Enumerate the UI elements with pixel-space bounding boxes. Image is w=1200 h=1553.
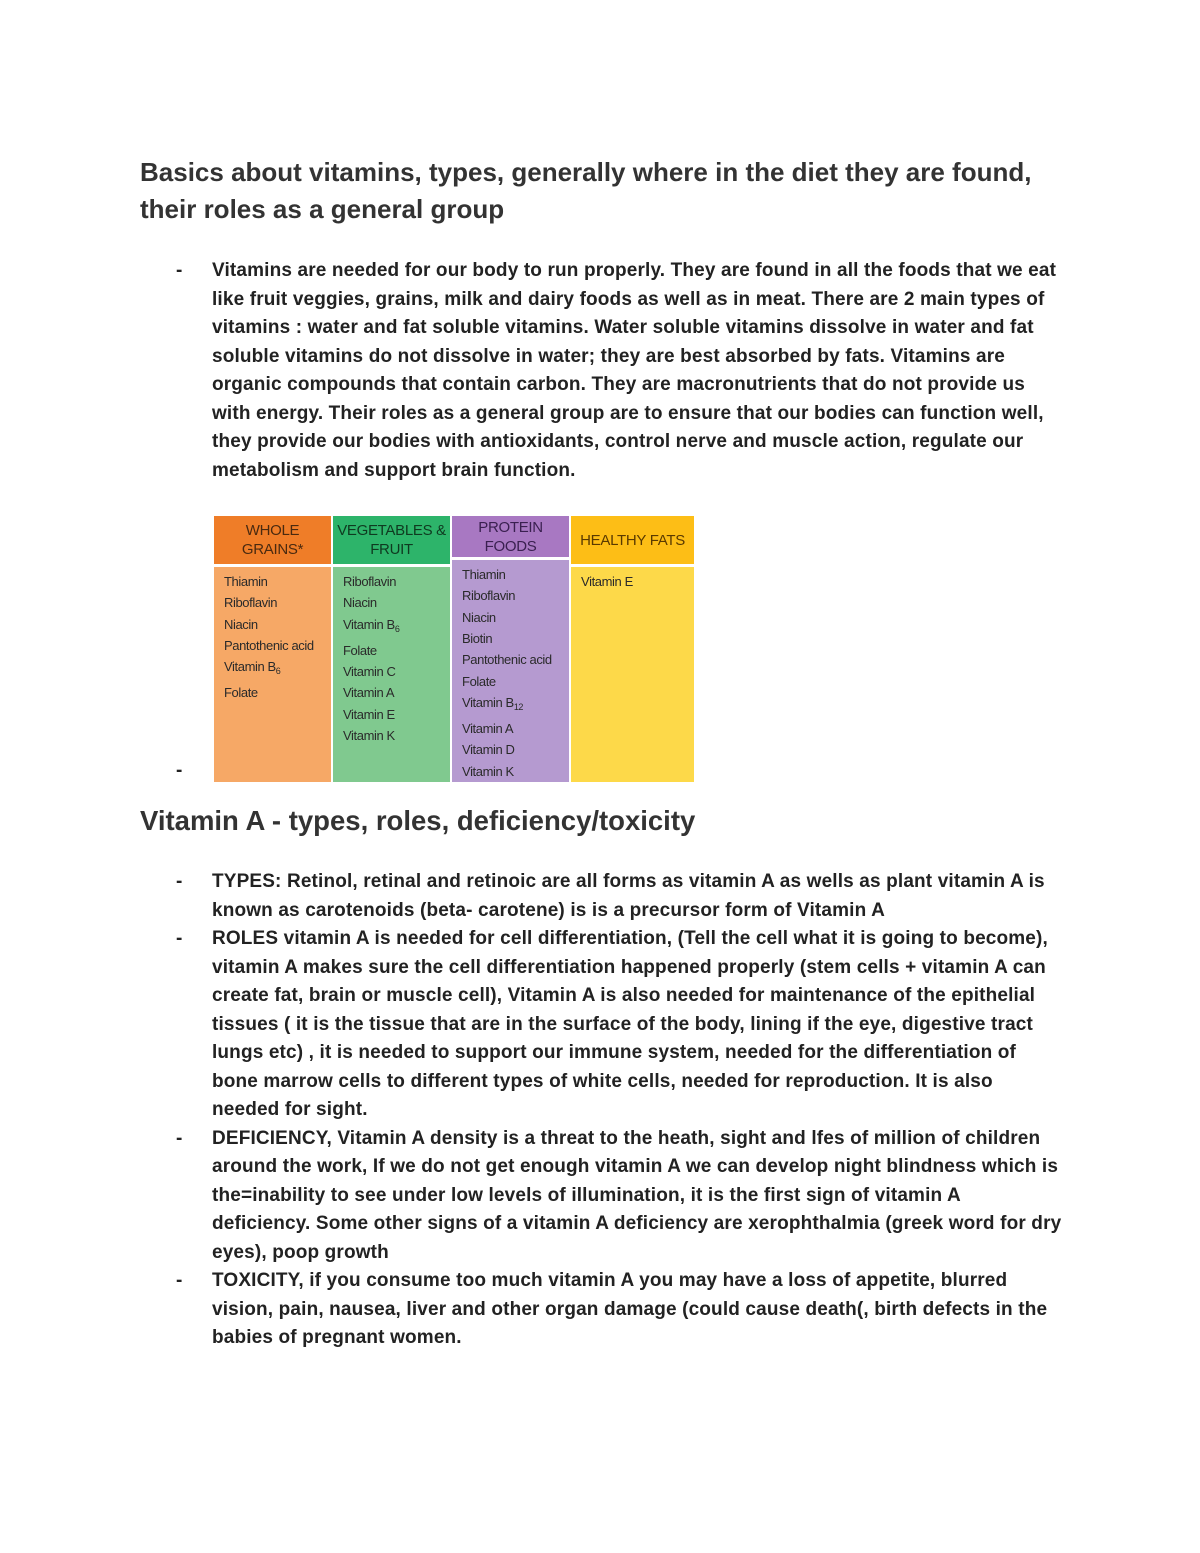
table-cell: Vitamin C xyxy=(343,664,396,680)
table-column xyxy=(452,516,569,782)
section-heading-vitamin-a: Vitamin A - types, roles, deficiency/toxicity xyxy=(140,805,696,836)
list-item xyxy=(0,257,1062,485)
table-cell: Vitamin $B_6$ xyxy=(224,659,281,677)
table-column xyxy=(214,516,331,782)
table-cell: Folate xyxy=(224,685,258,701)
bullet-text-deficiency: DEFICIENCY, Vitamin A density is a threat to the heath, sight and lfes of million of children around the work, If we do not get enough vitamin A we can develop night blindness which is the=inability to see under low levels of illumination, it is the first sign of vitamin A deficiency. Some other signs of a vitamin A deficiency are xerophthalmia (greek word for dry eyes), poop growth xyxy=(212,1127,1062,1263)
table-cell: Riboflavin xyxy=(224,595,278,611)
table-cell: Pantothenic acid xyxy=(224,637,314,653)
table-column xyxy=(571,516,694,782)
table-column-body xyxy=(333,567,450,782)
table-column xyxy=(333,516,450,782)
list-item xyxy=(0,925,1062,1125)
table-column-header: HEALTHY FATS xyxy=(571,516,694,564)
table-cell: Vitamin D xyxy=(462,742,515,758)
basics-bullet-list xyxy=(0,257,1062,485)
table-cell: Biotin xyxy=(462,630,493,646)
table-cell: Riboflavin xyxy=(462,588,516,604)
bullet-dash: - xyxy=(176,1127,183,1149)
table-column-body xyxy=(214,567,331,782)
table-cell: Vitamin E xyxy=(581,574,633,589)
table-cell: Vitamin $B_{12}$ xyxy=(462,694,524,712)
bullet-text-types: TYPES: Retinol, retinal and retinoic are all forms as vitamin A as wells as plant vitamin A is known as carotenoids (beta- carotene) is is a precursor form of Vitamin A xyxy=(212,871,1045,921)
table-cell: Folate xyxy=(343,642,377,658)
table-cell: Niacin xyxy=(224,616,258,632)
bullet-text-toxicity: TOXICITY, if you consume too much vitamin A you may have a loss of appetite, blurred vision, pain, nausea, liver and other organ damage (could cause death(, birth defects in the babies of pregnant women. xyxy=(212,1270,1048,1348)
bullet-text: Vitamins are needed for our body to run properly. They are found in all the foods that we eat like fruit veggies, grains, milk and dairy foods as well as in meat. There are 2 main types of vitamins : water and fat soluble vitamins. Water soluble vitamins dissolve in water and fat soluble vitamins do not dissolve in water; they are best absorbed by fats. Vitamins are organic compounds that contain carbon. They are macronutrients that do not provide us with energy. Their roles as a general group are to ensure that our bodies can function well, they provide our bodies with antioxidants, control nerve and muscle action, regulate our metabolism and support brain function. xyxy=(212,260,1057,481)
table-cell: Thiamin xyxy=(462,567,506,583)
bullet-dash: - xyxy=(176,260,183,281)
table-cell: Vitamin A xyxy=(343,685,395,701)
table-cell: Vitamin K xyxy=(343,728,395,744)
table-column-body xyxy=(452,560,569,782)
vitamin-food-group-table xyxy=(214,516,694,782)
table-column-header: WHOLE GRAINS* xyxy=(214,516,331,564)
table-cell: Vitamin $B_6$ xyxy=(343,616,400,634)
section-heading-basics: Basics about vitamins, types, generally where in the diet they are found, their roles as a general group xyxy=(140,157,1032,224)
table-cell: Niacin xyxy=(462,609,496,625)
bullet-dash: - xyxy=(176,928,183,949)
table-cell: Riboflavin xyxy=(343,574,397,589)
table-cell: Vitamin E xyxy=(343,706,395,722)
table-column-body xyxy=(571,567,694,782)
bullet-text-roles: ROLES vitamin A is needed for cell differentiation, (Tell the cell what it is going to become), vitamin A makes sure the cell differentiation happened properly (stem cells + vitamin A can create fat, brain or muscle cell), Vitamin A is also needed for maintenance of the epithelial tissues ( it is the tissue that are in the surface of the body, lining if the eye, digestive tract lungs etc) , it is needed to support our immune system, needed for the differentiation of bone marrow cells to different types of white cells, needed for reproduction. It is also needed for sight. xyxy=(212,928,1048,1120)
table-cell: Niacin xyxy=(343,595,377,611)
table-cell: Folate xyxy=(462,673,496,689)
list-item xyxy=(0,1267,1062,1353)
table-column-header: PROTEIN FOODS xyxy=(452,516,569,557)
table-cell: Vitamin A xyxy=(462,721,514,737)
bullet-dash: - xyxy=(176,871,183,892)
table-cell: Vitamin K xyxy=(462,763,514,779)
table-column-header: VEGETABLES & FRUIT xyxy=(333,516,450,564)
bullet-dash: - xyxy=(176,1270,183,1291)
list-item xyxy=(0,868,1062,925)
empty-bullet-dash: - xyxy=(176,760,183,781)
list-item xyxy=(0,1125,1062,1268)
table-cell: Pantothenic acid xyxy=(462,652,552,668)
table-cell: Thiamin xyxy=(224,574,268,589)
vitamin-a-bullet-list xyxy=(0,868,1062,1353)
